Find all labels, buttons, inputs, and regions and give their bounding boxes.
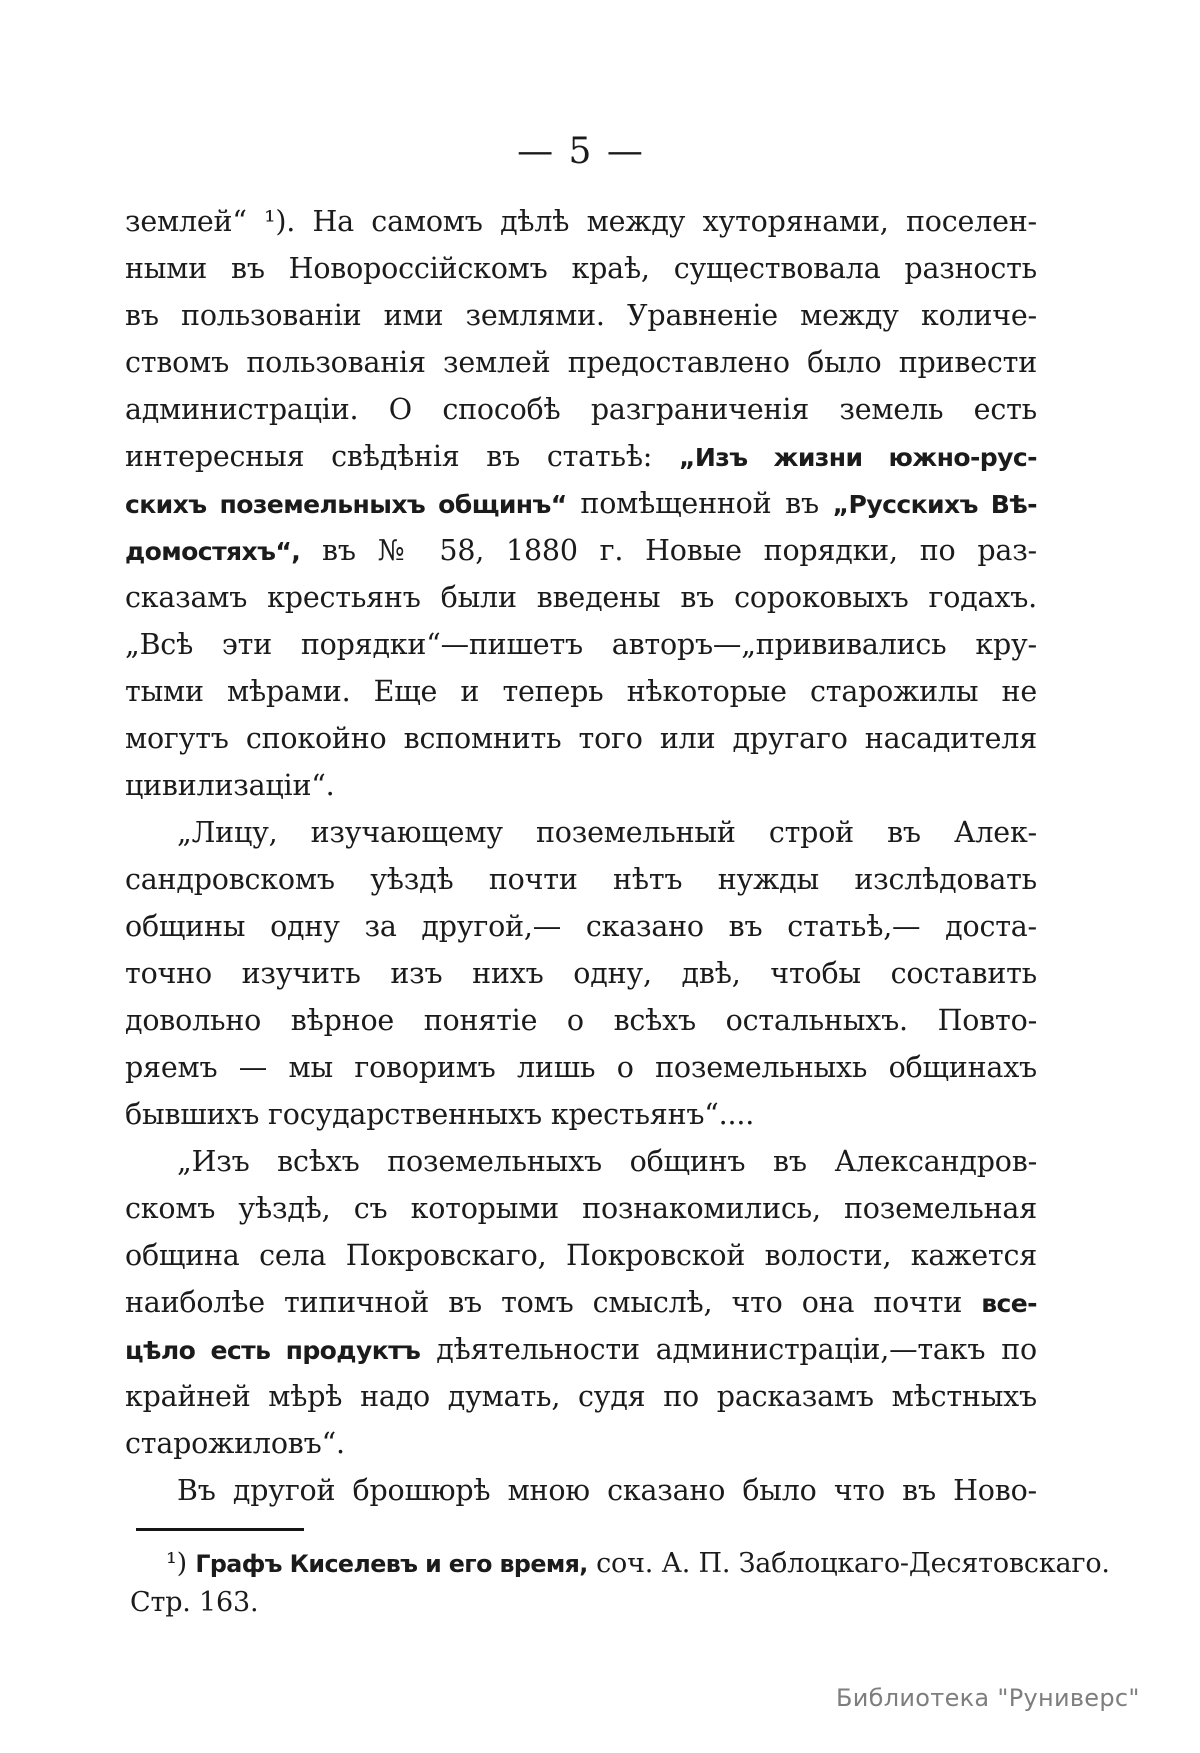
text-line <box>125 715 1037 762</box>
bold-text-segment: „Изъ жизни южно-рус- <box>678 443 1037 472</box>
text-segment: скомъ уѣздѣ, съ которыми познакомились, поземельная <box>125 1192 1037 1225</box>
text-line <box>125 245 1037 292</box>
text-line <box>125 1091 1037 1138</box>
text-line <box>125 1467 1037 1514</box>
text-line <box>125 856 1037 903</box>
text-segment: въ № 58, 1880 г. Новые порядки, по раз- <box>300 534 1037 567</box>
text-line <box>125 621 1037 668</box>
text-segment: тыми мѣрами. Еще и теперь нѣкоторые старожилы не <box>125 675 1037 708</box>
bold-text-segment: цѣло есть продуктъ <box>125 1336 421 1365</box>
text-segment: землей“ ¹). На самомъ дѣлѣ между хуторянами, поселен- <box>125 205 1037 238</box>
footnote-line <box>130 1544 1140 1583</box>
text-line <box>125 762 1037 809</box>
bold-text-segment: скихъ поземельныхъ общинъ“ <box>125 490 567 519</box>
text-segment: точно изучить изъ нихъ одну, двѣ, чтобы составить <box>125 957 1037 990</box>
text-segment: „Лицу, изучающему поземельный строй въ Алек- <box>177 816 1037 849</box>
text-segment: соч. А. П. Заблоцкаго-Десятовскаго. <box>587 1548 1110 1579</box>
text-line <box>125 1185 1037 1232</box>
text-segment: старожиловъ“. <box>125 1427 345 1460</box>
text-line <box>125 1138 1037 1185</box>
text-segment: могутъ спокойно вспомнить того или другаго насадителя <box>125 722 1037 755</box>
text-line <box>125 668 1037 715</box>
text-line <box>125 1326 1037 1373</box>
text-segment: Въ другой брошюрѣ мною сказано было что въ Ново- <box>177 1474 1037 1507</box>
footnote-separator-rule <box>136 1528 304 1531</box>
text-line <box>125 1373 1037 1420</box>
text-segment: помѣщенной въ <box>566 487 833 520</box>
text-line <box>125 433 1037 480</box>
text-line <box>125 1232 1037 1279</box>
bold-text-segment: домостяхъ“, <box>125 537 301 566</box>
text-segment: „Всѣ эти порядки“—пишетъ авторъ—„прививались кру- <box>125 628 1037 661</box>
text-line <box>125 997 1037 1044</box>
library-watermark: Библиотека "Руниверс" <box>836 1684 1140 1712</box>
text-segment: наиболѣе типичной въ томъ смыслѣ, что она почти <box>125 1286 982 1319</box>
text-segment: общины одну за другой,— сказано въ статьѣ,— доста- <box>125 910 1037 943</box>
text-line <box>125 1420 1037 1467</box>
text-segment: сказамъ крестьянъ были введены въ сороковыхъ годахъ. <box>125 581 1037 614</box>
text-line <box>125 198 1037 245</box>
text-line <box>125 1279 1037 1326</box>
text-line <box>125 292 1037 339</box>
text-segment: въ пользованіи ими землями. Уравненіе между количе- <box>125 299 1037 332</box>
bold-text-segment: все- <box>981 1289 1037 1318</box>
text-line <box>125 574 1037 621</box>
text-line <box>125 339 1037 386</box>
text-line <box>125 809 1037 856</box>
text-segment: Стр. 163. <box>130 1587 259 1618</box>
bold-text-segment: „Русскихъ Вѣ- <box>832 490 1037 519</box>
main-text-block <box>125 198 1037 1514</box>
text-line <box>125 527 1037 574</box>
text-segment: дѣятельности администраціи,—такъ по <box>420 1333 1037 1366</box>
text-line <box>125 1044 1037 1091</box>
text-segment: ными въ Новороссійскомъ краѣ, существовала разность <box>125 252 1037 285</box>
footnote-block <box>130 1544 1140 1622</box>
text-segment: сандровскомъ уѣздѣ почти нѣтъ нужды изслѣдовать <box>125 863 1037 896</box>
text-line <box>125 903 1037 950</box>
page-number-header: — 5 — <box>517 131 645 172</box>
text-line <box>125 386 1037 433</box>
text-segment: ¹) <box>166 1548 196 1579</box>
text-segment: ряемъ — мы говоримъ лишь о поземельныхь общинахъ <box>125 1051 1037 1084</box>
text-segment: бывшихъ государственныхъ крестьянъ“.... <box>125 1098 755 1131</box>
text-segment: цивилизаціи“. <box>125 769 335 802</box>
text-segment: довольно вѣрное понятіе о всѣхъ остальныхъ. Повто- <box>125 1004 1037 1037</box>
footnote-line <box>130 1583 1140 1622</box>
text-line <box>125 950 1037 997</box>
text-segment: крайней мѣрѣ надо думать, судя по расказамъ мѣстныхъ <box>125 1380 1037 1413</box>
text-segment: община села Покровскаго, Покровской волости, кажется <box>125 1239 1037 1272</box>
text-line <box>125 480 1037 527</box>
text-segment: ствомъ пользованія землей предоставлено было привести <box>125 346 1037 379</box>
text-segment: „Изъ всѣхъ поземельныхъ общинъ въ Александров- <box>177 1145 1037 1178</box>
bold-text-segment: Графъ Киселевъ и его время, <box>195 1550 588 1578</box>
text-segment: администраціи. О способѣ разграниченія земель есть <box>125 393 1037 426</box>
text-segment: интересныя свѣдѣнія въ статьѣ: <box>125 440 679 473</box>
